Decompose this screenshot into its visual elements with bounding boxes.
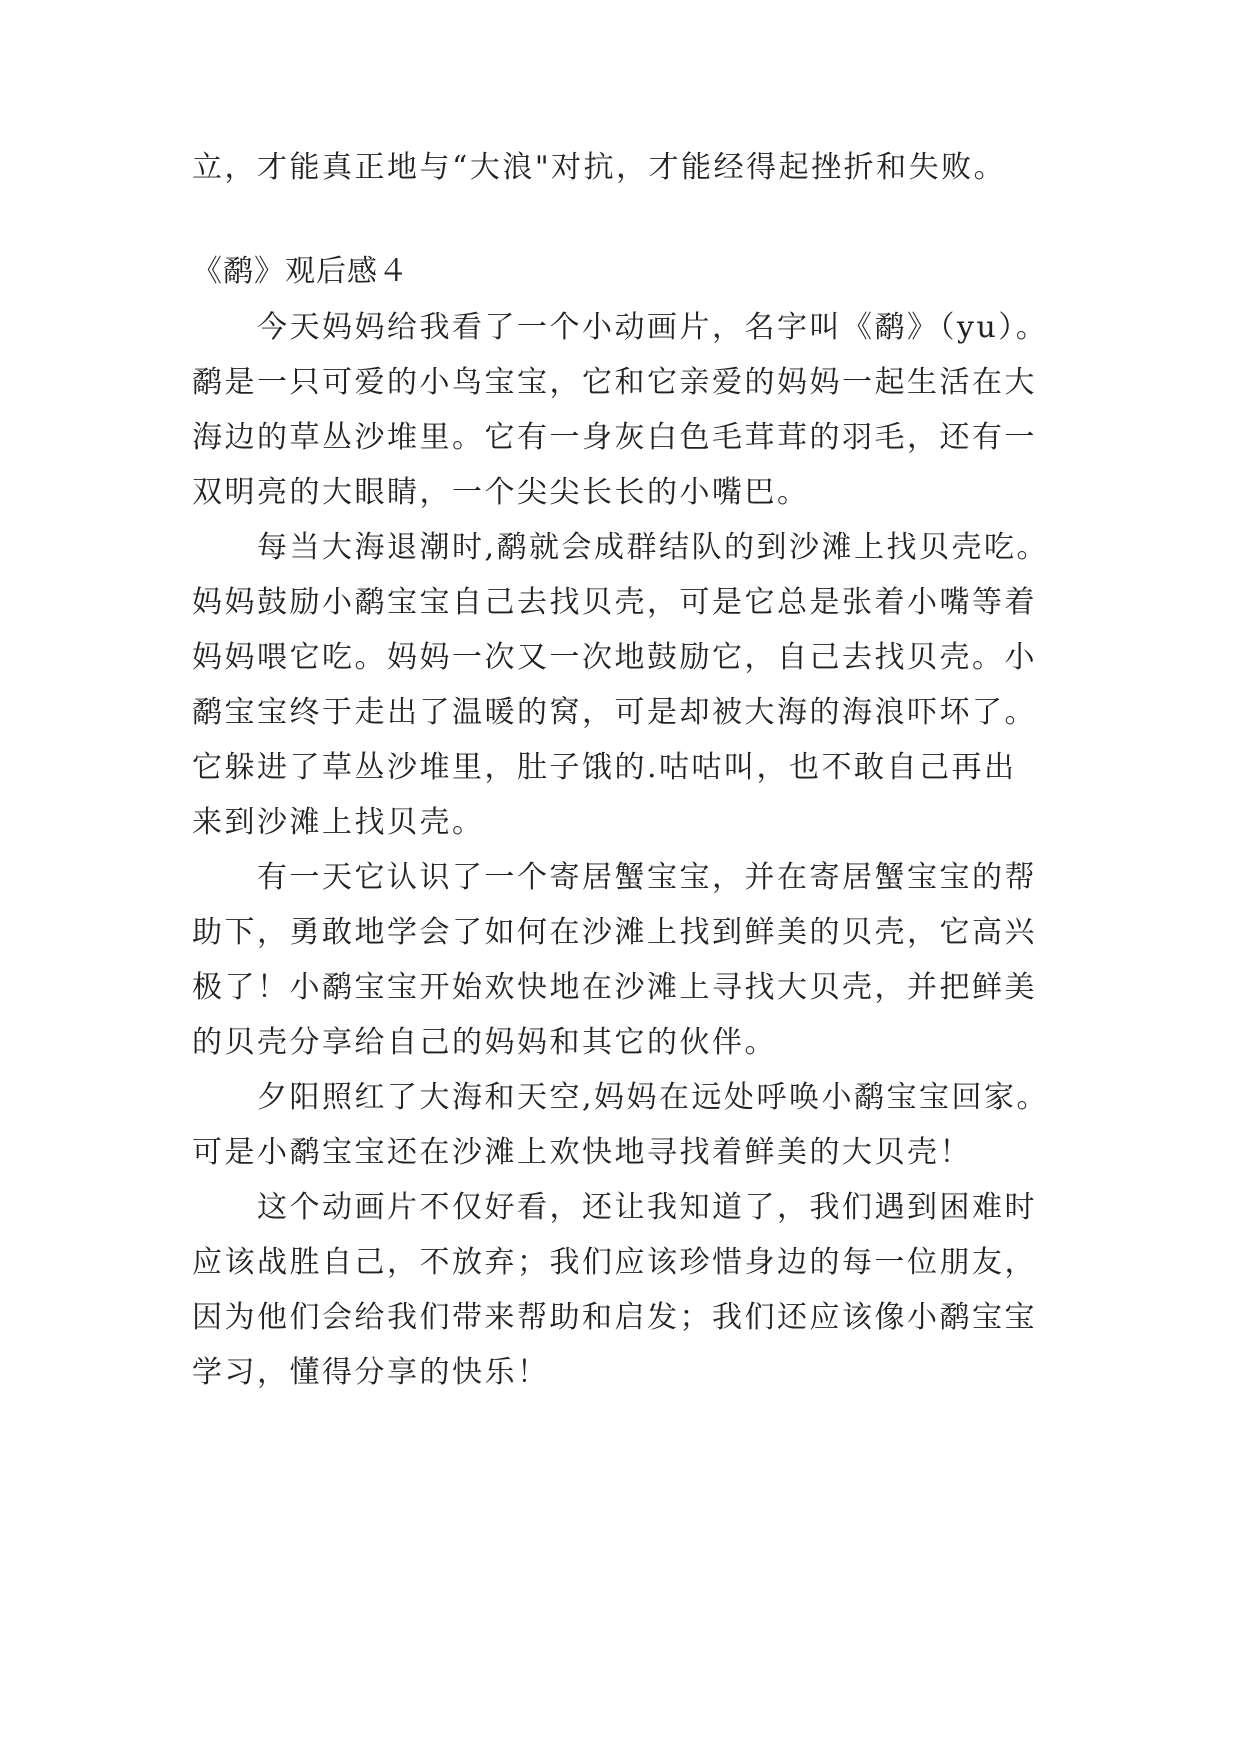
text-line: 因为他们会给我们带来帮助和启发；我们还应该像小鹬宝宝 (192, 1300, 1037, 1335)
text-line: 鹬是一只可爱的小鸟宝宝，它和它亲爱的妈妈一起生活在大 (192, 365, 1037, 400)
text-line: 鹬宝宝终于走出了温暖的窝，可是却被大海的海浪吓坏了。 (192, 695, 1037, 730)
text-line: 有一天它认识了一个寄居蟹宝宝，并在寄居蟹宝宝的帮 (192, 860, 1037, 895)
text-line: 妈妈鼓励小鹬宝宝自己去找贝壳，可是它总是张着小嘴等着 (192, 585, 1037, 620)
text-line: 极了！小鹬宝宝开始欢快地在沙滩上寻找大贝壳，并把鲜美 (192, 970, 1037, 1005)
text-line: 助下，勇敢地学会了如何在沙滩上找到鲜美的贝壳，它高兴 (192, 915, 1037, 950)
text-line: 的贝壳分享给自己的妈妈和其它的伙伴。 (192, 1025, 777, 1060)
text-line: 应该战胜自己，不放弃；我们应该珍惜身边的每一位朋友， (192, 1245, 1037, 1280)
text-line: 这个动画片不仅好看，还让我知道了，我们遇到困难时 (192, 1190, 1037, 1225)
text-line: 每当大海退潮时,鹬就会成群结队的到沙滩上找贝壳吃。 (192, 530, 1050, 565)
text-line: 海边的草丛沙堆里。它有一身灰白色毛茸茸的羽毛，还有一 (192, 420, 1037, 455)
text-line: 双明亮的大眼睛，一个尖尖长长的小嘴巴。 (192, 475, 810, 510)
text-line: 妈妈喂它吃。妈妈一次又一次地鼓励它，自己去找贝壳。小 (192, 640, 1037, 675)
text-line: 可是小鹬宝宝还在沙滩上欢快地寻找着鲜美的大贝壳！ (192, 1135, 972, 1170)
text-line: 它躲进了草丛沙堆里，肚子饿的.咕咕叫，也不敢自己再出 (192, 750, 1017, 785)
carryover-line: 立，才能真正地与“大浪"对抗，才能经得起挫折和失败。 (192, 150, 1007, 185)
text-line: 来到沙滩上找贝壳。 (192, 805, 485, 840)
text-line: 学习，懂得分享的快乐！ (192, 1355, 550, 1390)
section-title: 《鹬》观后感４ (192, 254, 409, 289)
text-line: 今天妈妈给我看了一个小动画片，名字叫《鹬》（yu）。 (192, 310, 1049, 345)
text-line: 夕阳照红了大海和天空,妈妈在远处呼唤小鹬宝宝回家。 (192, 1080, 1050, 1115)
